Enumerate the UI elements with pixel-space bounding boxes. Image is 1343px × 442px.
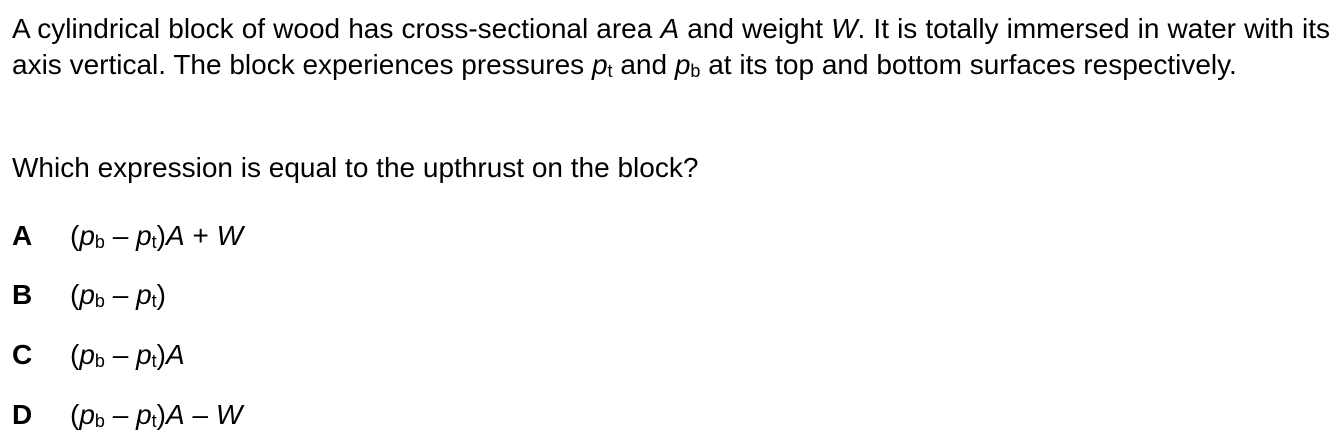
subscript-top: t <box>151 351 157 371</box>
option-expression <box>70 218 243 260</box>
paren-close: ) <box>156 279 166 310</box>
question-text-part: A cylindrical block of wood has cross-sectional area <box>12 13 661 44</box>
question-text-part: . It is totally immersed in water with its axis vertical. The block experiences pressures <box>12 13 1331 80</box>
variable-pressure: p <box>136 279 152 310</box>
option-letter: A <box>12 220 33 251</box>
paren-open: ( <box>70 220 80 251</box>
minus-sign: – <box>104 220 137 251</box>
variable-area: A <box>165 220 185 251</box>
variable-pressure: p <box>79 339 95 370</box>
paren-close: ) <box>156 339 166 370</box>
option-b[interactable] <box>12 277 166 313</box>
subscript-top: t <box>607 61 613 81</box>
subscript-bottom: b <box>690 61 701 81</box>
paren-open: ( <box>70 399 80 430</box>
variable-area: A <box>165 339 185 370</box>
option-letter: D <box>12 399 33 430</box>
option-d[interactable] <box>12 397 242 433</box>
option-expression <box>70 337 185 379</box>
variable-weight: W <box>215 399 243 430</box>
option-a[interactable] <box>12 218 243 254</box>
variable-area: A <box>660 13 680 44</box>
variable-pressure: p <box>136 339 152 370</box>
option-c[interactable] <box>12 337 185 373</box>
variable-weight: W <box>216 220 244 251</box>
variable-pressure: p <box>674 49 691 80</box>
subscript-top: t <box>151 232 157 252</box>
paren-open: ( <box>70 339 80 370</box>
minus-sign: – <box>104 399 137 430</box>
variable-pressure: p <box>136 399 152 430</box>
question-text-part: at its top and bottom surfaces respectively. <box>700 49 1237 80</box>
question-text <box>12 11 1330 89</box>
paren-open: ( <box>70 279 80 310</box>
question-text-part: and <box>612 49 675 80</box>
variable-pressure: p <box>79 279 95 310</box>
paren-close: ) <box>156 220 166 251</box>
minus-sign: – <box>104 279 137 310</box>
variable-pressure: p <box>79 399 95 430</box>
option-expression <box>70 397 242 439</box>
variable-pressure: p <box>79 220 95 251</box>
question-text-part: and weight <box>679 13 832 44</box>
minus-sign: – <box>184 399 216 430</box>
subscript-bottom: b <box>94 351 105 371</box>
paren-close: ) <box>156 399 166 430</box>
subscript-bottom: b <box>94 291 105 311</box>
subscript-top: t <box>151 411 157 431</box>
option-expression <box>70 277 166 319</box>
option-letter: B <box>12 279 33 310</box>
subscript-bottom: b <box>94 232 105 252</box>
variable-area: A <box>165 399 185 430</box>
option-letter: C <box>12 339 33 370</box>
minus-sign: – <box>104 339 137 370</box>
plus-sign: + <box>184 220 217 251</box>
variable-weight: W <box>831 13 858 44</box>
subscript-bottom: b <box>94 411 105 431</box>
variable-pressure: p <box>591 49 608 80</box>
question-prompt: Which expression is equal to the upthrust on the block? <box>12 152 699 183</box>
subscript-top: t <box>151 291 157 311</box>
variable-pressure: p <box>136 220 152 251</box>
